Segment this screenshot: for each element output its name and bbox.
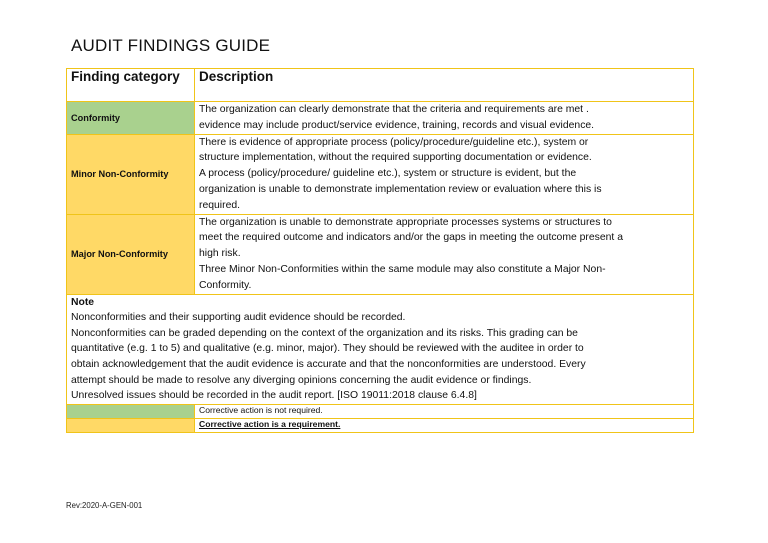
description-line: The organization is unable to demonstrate appropriate processes systems or structures to [199,216,612,228]
note-row [67,294,694,404]
note-line: Nonconformities can be graded depending on the context of the organization and its risks. This grading can be [71,327,578,339]
page-title: AUDIT FINDINGS GUIDE [71,36,271,55]
revision-code: Rev:2020-A-GEN-001 [66,501,143,510]
description-major-non-conformity [195,214,694,294]
description-line: The organization can clearly demonstrate that the criteria and requirements are met . [199,104,589,115]
note-line: quantitative (e.g. 1 to 5) and qualitative (e.g. minor, major). They should be reviewed with the auditee in order to [71,343,584,355]
legend-swatch-green [67,404,195,418]
description-line: Conformity. [199,279,252,291]
category-major-non-conformity: Major Non-Conformity [67,214,195,294]
note-line: Unresolved issues should be recorded in the audit report. [ISO 19011:2018 clause 6.4.8] [71,390,477,402]
category-minor-non-conformity: Minor Non-Conformity [67,134,195,214]
description-line: structure implementation, without the required supporting documentation or evidence. [199,152,592,164]
description-line: evidence may include product/service evidence, training, records and visual evidence. [199,119,595,131]
findings-table [66,68,694,433]
description-line: Three Minor Non-Conformities within the same module may also constitute a Major Non- [199,263,606,275]
table-row-minor [67,134,694,214]
description-line: meet the required outcome and indicators and/or the gaps in meeting the outcome present a [199,232,623,244]
note-cell [67,294,694,404]
legend-swatch-yellow [67,418,195,432]
description-line: high risk. [199,248,241,260]
description-line: A process (policy/procedure/ guideline etc.), system or structure is evident, but the [199,168,577,180]
note-line: obtain acknowledgement that the audit evidence is accurate and that the nonconformities are understood. Every [71,358,586,370]
table-header-row [67,69,694,102]
note-line: attempt should be made to resolve any diverging opinions concerning the audit evidence or findings. [71,374,532,386]
legend-text-not-required: Corrective action is not required. [195,404,694,418]
description-minor-non-conformity [195,134,694,214]
legend-text-required: Corrective action is a requirement. [195,418,694,432]
description-conformity [195,102,694,135]
table-row-conformity [67,102,694,135]
legend-row-required [67,418,694,432]
table-row-major [67,214,694,294]
header-finding-category: Finding category [67,69,195,102]
description-line: There is evidence of appropriate process (policy/procedure/guideline etc.), system or [199,136,589,148]
description-line: organization is unable to demonstrate implementation review or evaluation where this is [199,183,602,195]
description-line: required. [199,199,241,211]
header-description: Description [195,69,694,102]
legend-row-not-required [67,404,694,418]
category-conformity: Conformity [67,102,195,135]
note-line: Nonconformities and their supporting audit evidence should be recorded. [71,312,406,324]
note-title: Note [71,296,95,308]
